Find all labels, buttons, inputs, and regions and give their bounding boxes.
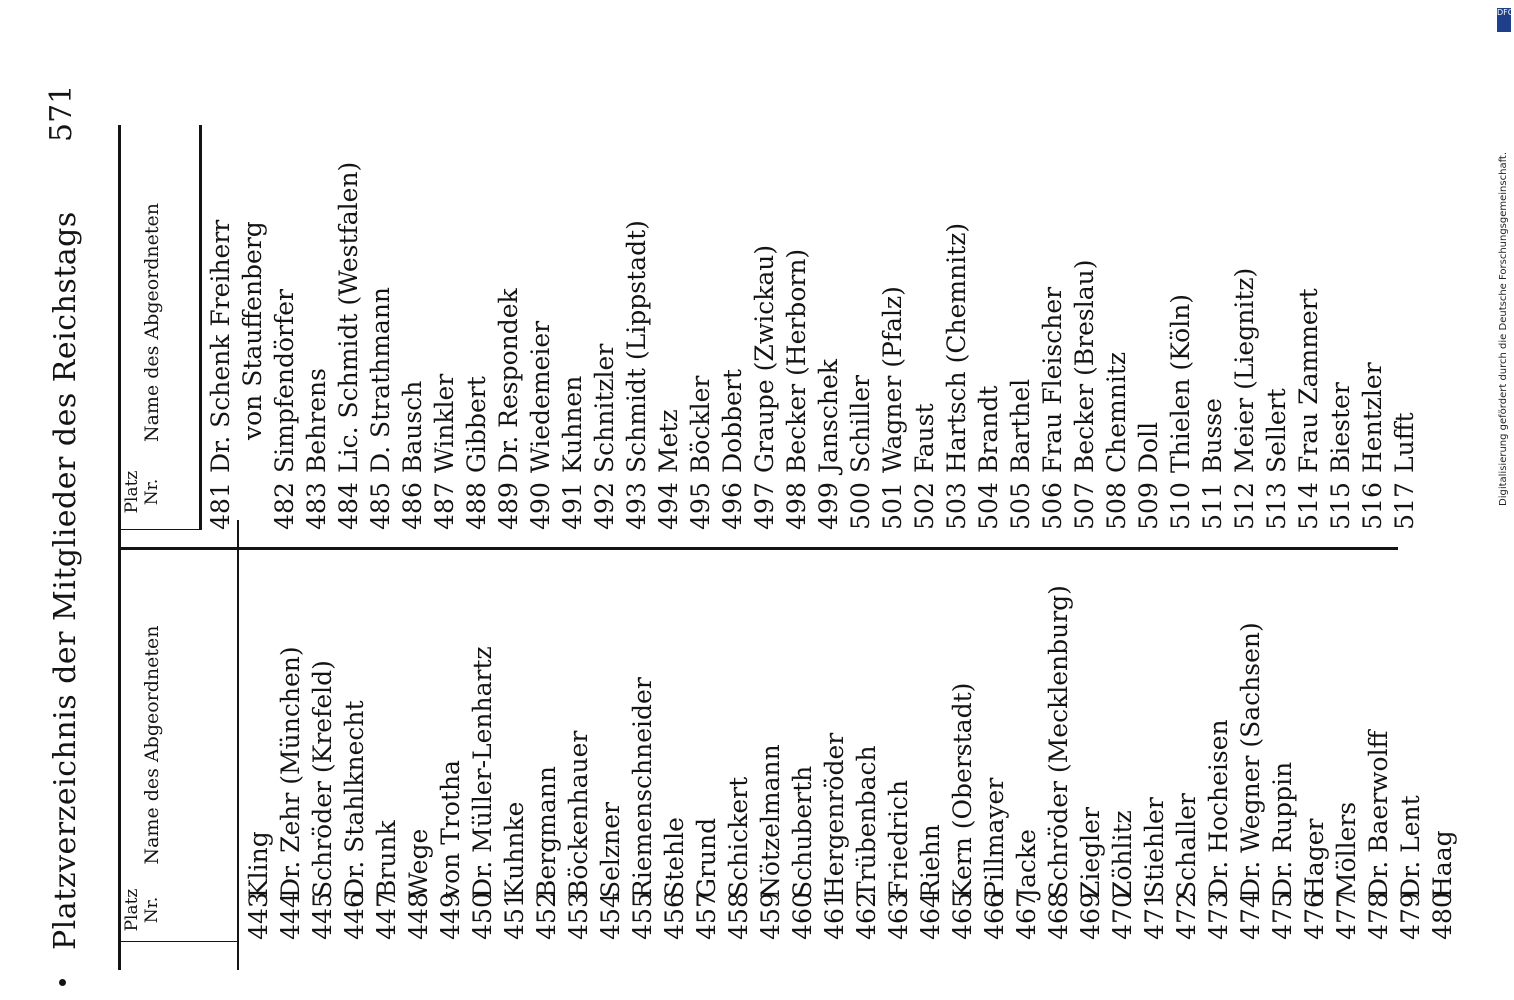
seat-number: 472 bbox=[1172, 892, 1201, 940]
margin-dot bbox=[59, 979, 66, 986]
member-name: Becker (Breslau) bbox=[1070, 259, 1099, 473]
seat-number: 485 bbox=[366, 482, 395, 530]
member-name: Riemenschneider bbox=[628, 677, 657, 898]
seat-number: 445 bbox=[308, 892, 337, 940]
member-name: Hergenröder bbox=[820, 732, 849, 898]
seat-number: 481 bbox=[206, 482, 235, 530]
seat-number: 462 bbox=[852, 892, 881, 940]
member-name: Schuberth bbox=[788, 765, 817, 898]
member-name: Schaller bbox=[1172, 793, 1201, 898]
member-name: Kuhnke bbox=[500, 801, 529, 898]
member-name: Gibbert bbox=[462, 376, 491, 473]
seat-number: 453 bbox=[564, 892, 593, 940]
seat-number: 516 bbox=[1358, 482, 1387, 530]
member-name: Kuhnen bbox=[558, 375, 587, 473]
seat-number: 463 bbox=[884, 892, 913, 940]
seat-number: 507 bbox=[1070, 482, 1099, 530]
member-name: Stiehler bbox=[1140, 797, 1169, 898]
seat-number: 460 bbox=[788, 892, 817, 940]
member-name: Haag bbox=[1428, 830, 1457, 898]
left-header-rule bbox=[237, 520, 239, 970]
seat-number: 503 bbox=[942, 482, 971, 530]
member-name: Dr. Stahlknecht bbox=[340, 700, 369, 898]
member-name: Becker (Herborn) bbox=[782, 248, 811, 473]
seat-number: 458 bbox=[724, 892, 753, 940]
member-name: Kling bbox=[244, 831, 273, 898]
seat-number: 455 bbox=[628, 892, 657, 940]
member-name: D. Strathmann bbox=[366, 286, 395, 473]
seat-number: 515 bbox=[1326, 482, 1355, 530]
member-name: Dr. Schenk Freiherr bbox=[206, 219, 235, 473]
right-nr-header: Platz Nr. bbox=[122, 470, 162, 514]
member-name: Bergmann bbox=[532, 766, 561, 898]
left-nr-header: Platz Nr. bbox=[122, 888, 162, 932]
seat-number: 491 bbox=[558, 482, 587, 530]
seat-number: 509 bbox=[1134, 482, 1163, 530]
left-name-header: Name des Abgeordneten bbox=[141, 625, 163, 865]
member-name: Ziegler bbox=[1076, 807, 1105, 898]
member-name: Metz bbox=[654, 409, 683, 473]
seat-number: 479 bbox=[1396, 892, 1425, 940]
member-name: Dr. Ruppin bbox=[1268, 761, 1297, 898]
seat-number: 502 bbox=[910, 482, 939, 530]
seat-number: 469 bbox=[1076, 892, 1105, 940]
seat-number: 470 bbox=[1108, 892, 1137, 940]
member-name: Chemnitz bbox=[1102, 351, 1131, 473]
seat-number: 448 bbox=[404, 892, 433, 940]
seat-number: 478 bbox=[1364, 892, 1393, 940]
running-head: Platzverzeichnis der Mitglieder des Reichstags bbox=[48, 211, 83, 950]
seat-number: 487 bbox=[430, 482, 459, 530]
seat-number: 497 bbox=[750, 482, 779, 530]
seat-number: 451 bbox=[500, 892, 529, 940]
member-name: Stehle bbox=[660, 817, 689, 898]
seat-number: 483 bbox=[302, 482, 331, 530]
seat-number: 496 bbox=[718, 482, 747, 530]
seat-number: 514 bbox=[1294, 482, 1323, 530]
seat-number: 488 bbox=[462, 482, 491, 530]
seat-number: 494 bbox=[654, 482, 683, 530]
seat-number: 447 bbox=[372, 892, 401, 940]
member-name: Riehn bbox=[916, 824, 945, 898]
member-name: Kern (Oberstadt) bbox=[948, 682, 977, 898]
seat-number: 464 bbox=[916, 892, 945, 940]
member-name: von Trotha bbox=[436, 760, 465, 898]
right-header-rule bbox=[199, 125, 202, 530]
member-name: Frau Fleischer bbox=[1038, 286, 1067, 473]
member-name: Simpfendörfer bbox=[270, 289, 299, 473]
member-name: Frau Zammert bbox=[1294, 288, 1323, 473]
member-name: Biester bbox=[1326, 382, 1355, 473]
seat-number: 476 bbox=[1300, 892, 1329, 940]
seat-number: 508 bbox=[1102, 482, 1131, 530]
member-name: Dobbert bbox=[718, 369, 747, 473]
member-name: Böckler bbox=[686, 375, 715, 473]
member-name: Lic. Schmidt (Westfalen) bbox=[334, 161, 363, 473]
member-name: Grund bbox=[692, 817, 721, 898]
member-name: von Stauffenberg bbox=[238, 221, 267, 440]
member-name: Faust bbox=[910, 403, 939, 473]
seat-number: 465 bbox=[948, 892, 977, 940]
page-number: 571 bbox=[44, 84, 79, 142]
seat-number: 504 bbox=[974, 482, 1003, 530]
seat-number: 444 bbox=[276, 892, 305, 940]
member-name: Wege bbox=[404, 828, 433, 898]
member-name: Selzner bbox=[596, 802, 625, 898]
member-name: Hentzler bbox=[1358, 362, 1387, 473]
member-name: Janschek bbox=[814, 359, 843, 473]
seat-number: 517 bbox=[1390, 482, 1419, 530]
member-name: Sellert bbox=[1262, 388, 1291, 473]
seat-number: 492 bbox=[590, 482, 619, 530]
seat-number: 449 bbox=[436, 892, 465, 940]
member-name: Meier (Liegnitz) bbox=[1230, 267, 1259, 473]
member-name: Schröder (Mecklenburg) bbox=[1044, 585, 1073, 898]
seat-number: 484 bbox=[334, 482, 363, 530]
seat-number: 454 bbox=[596, 892, 625, 940]
member-name: Zöhlitz bbox=[1108, 810, 1137, 898]
member-name: Bausch bbox=[398, 380, 427, 473]
seat-number: 511 bbox=[1198, 482, 1227, 530]
member-name: Wiedemeier bbox=[526, 320, 555, 473]
seat-number: 475 bbox=[1268, 892, 1297, 940]
member-name: Dr. Hocheisen bbox=[1204, 719, 1233, 898]
seat-number: 480 bbox=[1428, 892, 1457, 940]
seat-number: 510 bbox=[1166, 482, 1195, 530]
member-name: Dr. Zehr (München) bbox=[276, 646, 305, 898]
member-name: Friedrich bbox=[884, 779, 913, 898]
member-name: Brandt bbox=[974, 385, 1003, 473]
member-name: Schmidt (Lippstadt) bbox=[622, 220, 651, 473]
member-name: Trübenbach bbox=[852, 745, 881, 898]
member-name: Dr. Baerwolff bbox=[1364, 730, 1393, 898]
member-name: Pillmayer bbox=[980, 777, 1009, 898]
column-divider bbox=[118, 547, 1398, 550]
member-name: Schröder (Krefeld) bbox=[308, 660, 337, 898]
right-nr-divider bbox=[118, 529, 200, 530]
seat-number: 489 bbox=[494, 482, 523, 530]
member-name: Brunk bbox=[372, 820, 401, 898]
member-name: Hartsch (Chemnitz) bbox=[942, 222, 971, 473]
member-name: Wagner (Pfalz) bbox=[878, 286, 907, 473]
right-name-header: Name des Abgeordneten bbox=[141, 202, 163, 443]
member-name: Dr. Lent bbox=[1396, 795, 1425, 898]
member-name: Lufft bbox=[1390, 412, 1419, 473]
seat-number: 473 bbox=[1204, 892, 1233, 940]
seat-number: 467 bbox=[1012, 892, 1041, 940]
seat-number: 450 bbox=[468, 892, 497, 940]
seat-number: 446 bbox=[340, 892, 369, 940]
member-name: Dr. Müller-Lenhartz bbox=[468, 646, 497, 898]
seat-number: 495 bbox=[686, 482, 715, 530]
member-name: Schnitzler bbox=[590, 343, 619, 473]
seat-number: 500 bbox=[846, 482, 875, 530]
member-name: Hager bbox=[1300, 818, 1329, 898]
member-name: Barthel bbox=[1006, 378, 1035, 473]
seat-number: 486 bbox=[398, 482, 427, 530]
seat-number: 459 bbox=[756, 892, 785, 940]
seat-number: 513 bbox=[1262, 482, 1291, 530]
seat-number: 499 bbox=[814, 482, 843, 530]
seat-number: 493 bbox=[622, 482, 651, 530]
seat-number: 461 bbox=[820, 892, 849, 940]
seat-number: 466 bbox=[980, 892, 1009, 940]
member-name: Winkler bbox=[430, 373, 459, 473]
seat-number: 506 bbox=[1038, 482, 1067, 530]
seat-number: 443 bbox=[244, 892, 273, 940]
member-name: Thielen (Köln) bbox=[1166, 293, 1195, 473]
left-nr-divider bbox=[118, 941, 237, 942]
member-name: Doll bbox=[1134, 421, 1163, 473]
digitization-note: Digitalisierung gefördert durch die Deutsche Forschungsgemeinschaft. bbox=[1498, 151, 1509, 506]
member-name: Jacke bbox=[1012, 829, 1041, 898]
member-name: Graupe (Zwickau) bbox=[750, 244, 779, 473]
seat-number: 490 bbox=[526, 482, 555, 530]
seat-number: 456 bbox=[660, 892, 689, 940]
member-name: Dr. Respondek bbox=[494, 288, 523, 473]
seat-number: 471 bbox=[1140, 892, 1169, 940]
seat-number: 498 bbox=[782, 482, 811, 530]
member-name: Behrens bbox=[302, 368, 331, 473]
member-name: Schiller bbox=[846, 375, 875, 473]
seat-number: 512 bbox=[1230, 482, 1259, 530]
member-name: Böckenhauer bbox=[564, 730, 593, 898]
dfg-logo: DFG bbox=[1497, 8, 1511, 32]
member-name: Möllers bbox=[1332, 801, 1361, 898]
seat-number: 468 bbox=[1044, 892, 1073, 940]
seat-number: 482 bbox=[270, 482, 299, 530]
member-name: Nötzelmann bbox=[756, 744, 785, 898]
seat-number: 452 bbox=[532, 892, 561, 940]
seat-number: 477 bbox=[1332, 892, 1361, 940]
seat-number: 501 bbox=[878, 482, 907, 530]
seat-number: 505 bbox=[1006, 482, 1035, 530]
member-name: Busse bbox=[1198, 398, 1227, 473]
member-name: Dr. Wegner (Sachsen) bbox=[1236, 622, 1265, 898]
seat-number: 474 bbox=[1236, 892, 1265, 940]
member-name: Schickert bbox=[724, 776, 753, 898]
seat-number: 457 bbox=[692, 892, 721, 940]
